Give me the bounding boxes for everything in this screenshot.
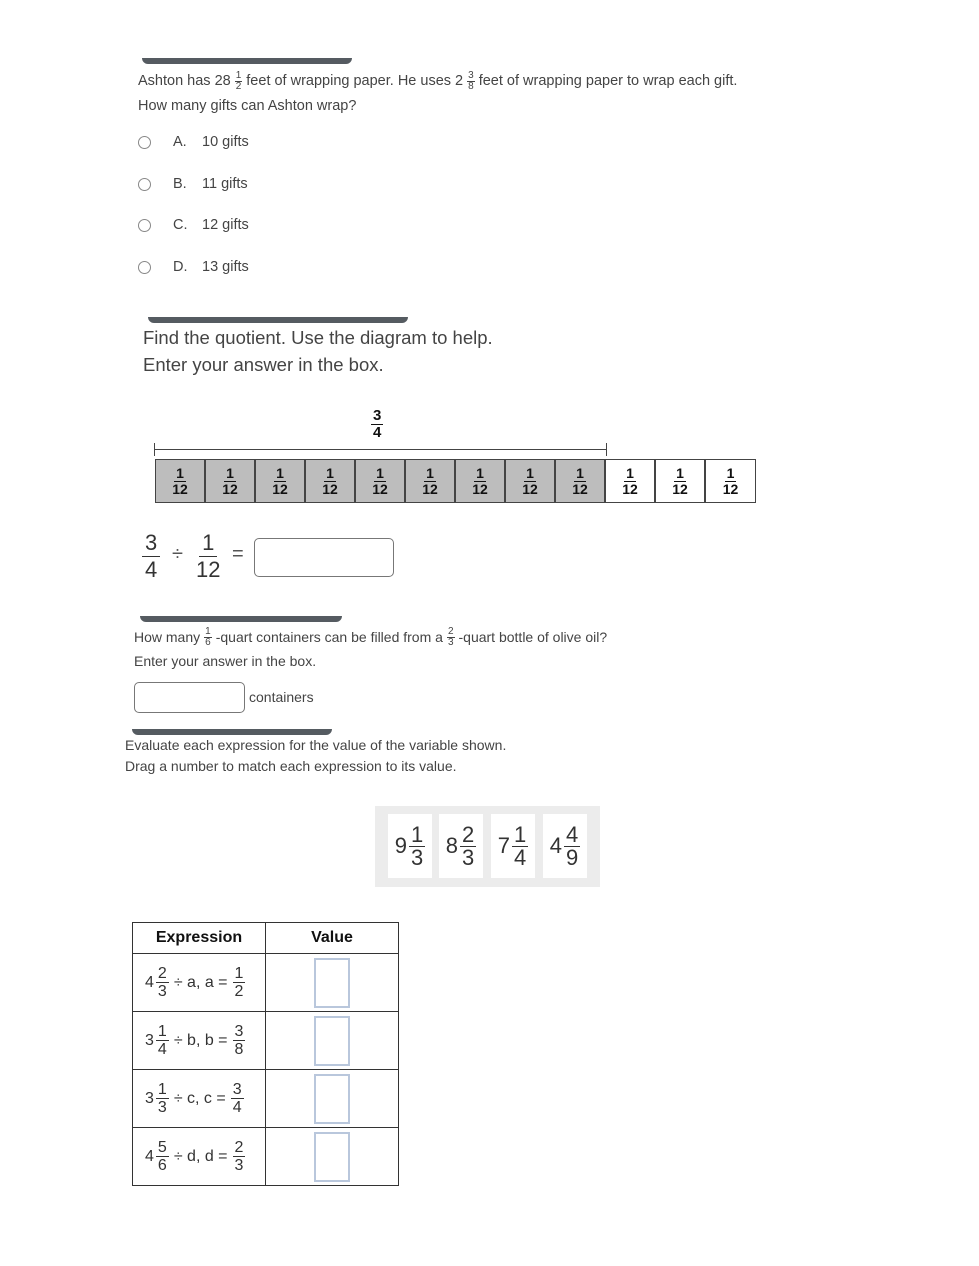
choice-label: 11 gifts — [202, 176, 248, 192]
fraction-cell: 1 12 — [355, 459, 405, 503]
drag-tile[interactable]: 8 2 3 — [439, 814, 483, 878]
fraction-cell: 1 12 — [155, 459, 205, 503]
value-drop-zone[interactable] — [314, 1132, 350, 1182]
value-drop-zone[interactable] — [314, 1016, 350, 1066]
expression-cell: 4 $\frac{5}{6}$ ÷ d, d = $\frac{2}{3}$ — [145, 1139, 244, 1174]
question-2-instruction-2: Enter your answer in the box. — [143, 354, 384, 375]
column-header-expression: Expression — [133, 923, 266, 954]
choice-label: 13 gifts — [202, 259, 249, 275]
radio-button[interactable] — [138, 261, 151, 274]
q1-text-b: feet of wrapping paper. He uses 2 — [246, 73, 464, 89]
q3-fraction-1: $\frac{1}{6}$ — [205, 625, 211, 648]
fraction-cell: 1 12 — [405, 459, 455, 503]
column-header-value: Value — [266, 923, 399, 954]
bracket-label: 3 4 — [373, 407, 382, 441]
divide-symbol: ÷ — [172, 543, 183, 565]
choice-label: 12 gifts — [202, 217, 249, 233]
choice-a[interactable]: A. 10 gifts — [138, 134, 249, 150]
fraction-cell: 1 12 — [455, 459, 505, 503]
question-divider — [132, 729, 332, 735]
bracket-line — [154, 449, 607, 450]
value-drop-zone[interactable] — [314, 958, 350, 1008]
question-1-stem — [138, 68, 737, 94]
choice-b[interactable]: B. 11 gifts — [138, 176, 248, 192]
bracket-tick-left — [154, 443, 155, 456]
question-divider — [140, 616, 342, 622]
expression-table — [132, 922, 399, 1186]
fraction-cell: 1 12 — [605, 459, 655, 503]
equation-left-fraction: 3 4 — [142, 530, 160, 583]
question-1-prompt: How many gifts can Ashton wrap? — [138, 98, 357, 114]
bracket-tick-right — [606, 443, 607, 456]
equals-sign: = — [232, 543, 244, 565]
fraction-cell: 1 12 — [705, 459, 756, 503]
choice-d[interactable]: D. 13 gifts — [138, 259, 249, 275]
fraction-cell: 1 12 — [505, 459, 555, 503]
question-4-instruction-2: Drag a number to match each expression to its value. — [125, 758, 457, 774]
q1-fraction-1: $\frac{1}{2}$ — [235, 69, 242, 92]
q1-text-a: Ashton has 28 — [138, 73, 231, 89]
question-divider — [148, 317, 408, 323]
question-divider — [142, 58, 352, 64]
radio-button[interactable] — [138, 219, 151, 232]
expression-cell: 3 $\frac{1}{4}$ ÷ b, b = $\frac{3}{8}$ — [145, 1023, 244, 1058]
radio-button[interactable] — [138, 178, 151, 191]
choice-c[interactable]: C. 12 gifts — [138, 217, 249, 233]
fraction-cell: 1 12 — [655, 459, 705, 503]
choice-label: 10 gifts — [202, 134, 249, 150]
containers-answer-input[interactable] — [134, 682, 245, 713]
fraction-cell: 1 12 — [555, 459, 605, 503]
table-row — [133, 954, 399, 1012]
question-2-instruction: Find the quotient. Use the diagram to help. — [143, 327, 493, 348]
q3-fraction-2: $\frac{2}{3}$ — [447, 625, 454, 648]
fraction-cell: 1 12 — [205, 459, 255, 503]
drag-tile[interactable]: 7 1 4 — [491, 814, 535, 878]
question-4-instruction: Evaluate each expression for the value of the variable shown. — [125, 737, 507, 753]
question-3-stem: How many $\frac{1}{6}$ -quart containers can be filled from a $\frac{2}{3}$ -quart bottle of olive oil? — [134, 625, 608, 648]
value-drop-zone[interactable] — [314, 1074, 350, 1124]
table-row — [133, 1012, 399, 1070]
containers-unit-label: containers — [249, 689, 314, 705]
fraction-cell: 1 12 — [255, 459, 305, 503]
table-row — [133, 1070, 399, 1128]
expression-cell: 4 $\frac{2}{3}$ ÷ a, a = $\frac{1}{2}$ — [145, 965, 244, 1000]
expression-cell: 3 $\frac{1}{3}$ ÷ c, c = $\frac{3}{4}$ — [145, 1081, 242, 1116]
q1-fraction-2: $\frac{3}{8}$ — [468, 69, 474, 92]
quotient-answer-input[interactable] — [254, 538, 394, 577]
equation-right-fraction: 1 12 — [196, 530, 221, 582]
fraction-cell: 1 12 — [305, 459, 355, 503]
drag-tile[interactable]: 4 4 9 — [543, 814, 587, 878]
radio-button[interactable] — [138, 136, 151, 149]
q1-text-c: feet of wrapping paper to wrap each gift. — [478, 73, 738, 89]
table-row — [133, 1128, 399, 1186]
drag-tile[interactable]: 9 1 3 — [388, 814, 432, 878]
question-3-prompt: Enter your answer in the box. — [134, 653, 317, 669]
